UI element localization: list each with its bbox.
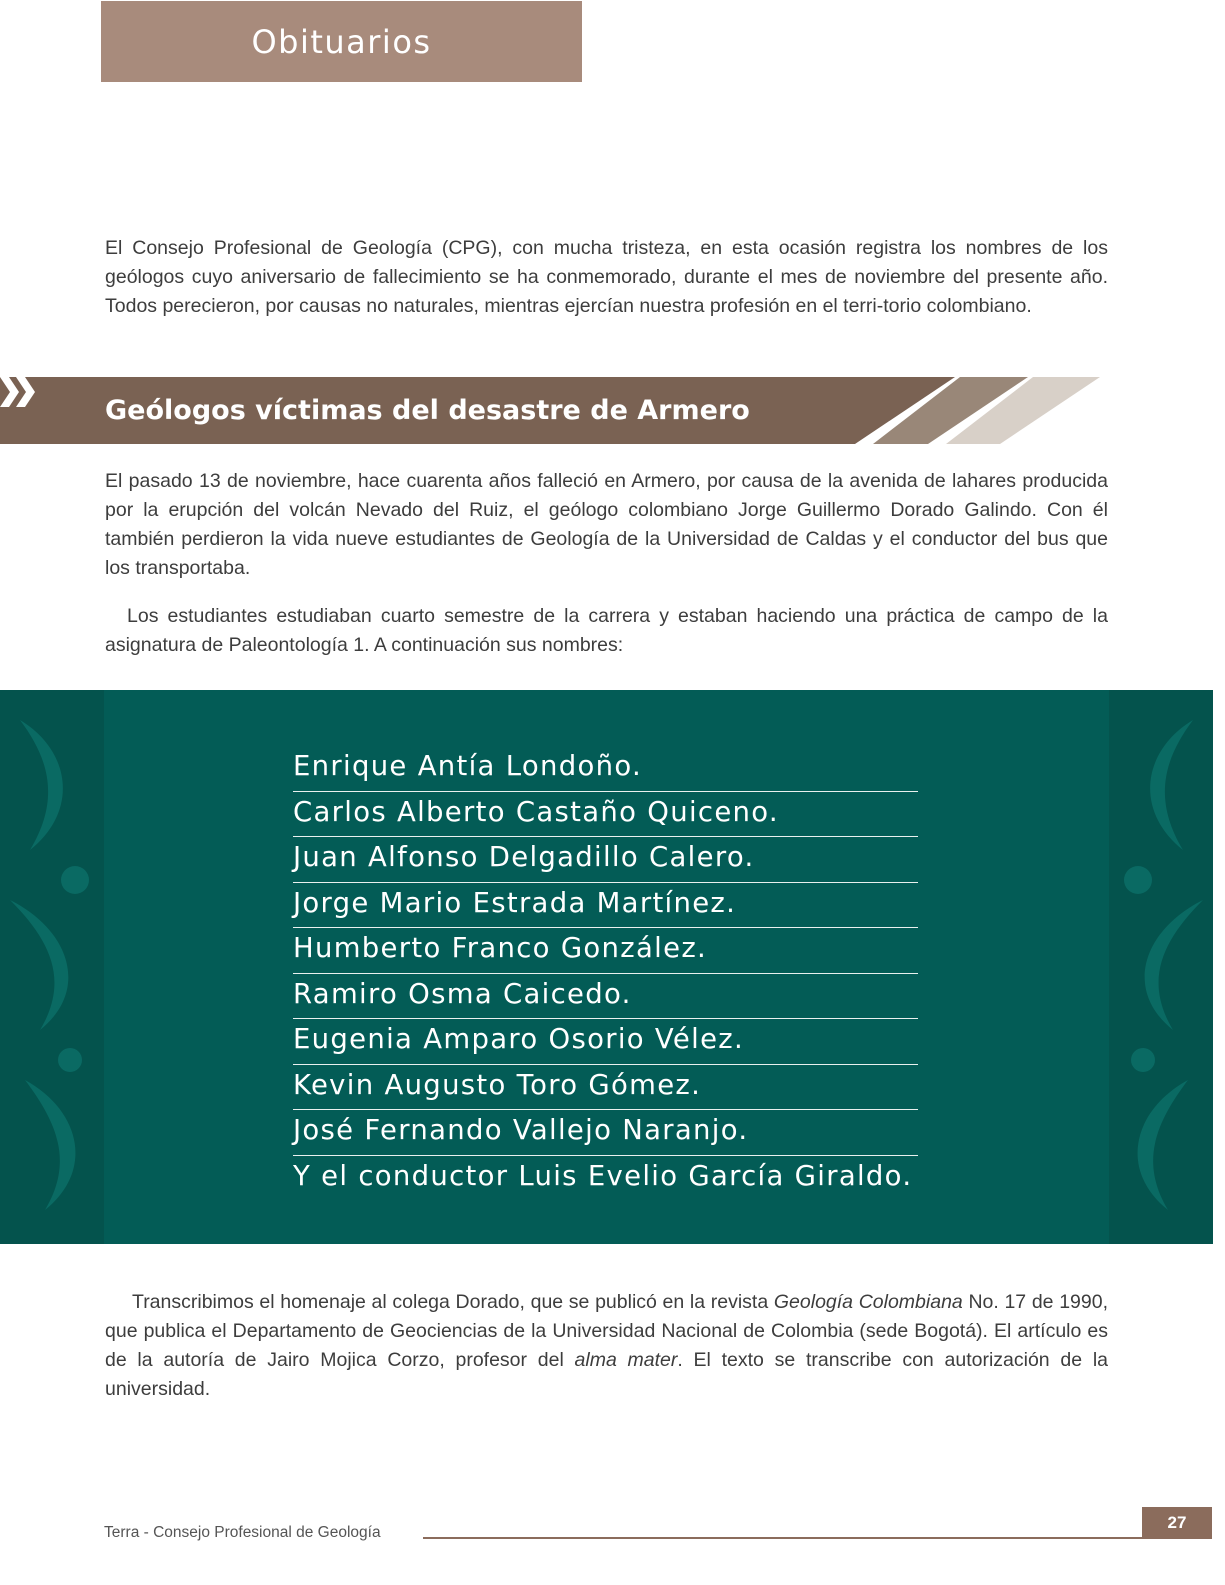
left-ornament [0,690,104,1244]
list-item: Ramiro Osma Caicedo. [293,974,918,1020]
list-item: Kevin Augusto Toro Gómez. [293,1065,918,1111]
list-item: José Fernando Vallejo Naranjo. [293,1110,918,1156]
list-item: Jorge Mario Estrada Martínez. [293,883,918,929]
body-paragraph-2: Los estudiantes estudiaban cuarto semestre de la carrera y estaban haciendo una práctica de campo de la asignatura de Paleontología 1. A continuación sus nombres: [105,605,1108,656]
closing-text-1: Transcribimos el homenaje al colega Dorado, que se publicó en la revista [132,1291,774,1313]
body-paragraph-1: El pasado 13 de noviembre, hace cuarenta años falleció en Armero, por causa de la avenida de lahares producida por la erupción del volcán Nevado del Ruiz, el geólogo colombiano Jorge Guillermo Dorado Galindo. Con él también perdieron la vida nueve estudiantes de Geología de la Universidad de Caldas y el conductor del bus que los transportaba. [105,470,1108,579]
page-number: 27 [1142,1507,1212,1539]
section-tab [101,1,582,82]
right-ornament [1109,690,1213,1244]
list-item: Juan Alfonso Delgadillo Calero. [293,837,918,883]
closing-text-3: . El texto se transcribe con autorización de la universidad. [105,1349,1108,1400]
list-item: Y el conductor Luis Evelio García Giraldo. [293,1159,913,1192]
floral-pattern-left [0,690,104,1244]
journal-name: Geología Colombiana [773,1291,963,1313]
section-tab-label: Obituarios [251,22,432,61]
list-item: Humberto Franco González. [293,928,918,974]
closing-paragraph [105,1288,1108,1404]
list-item: Eugenia Amparo Osorio Vélez. [293,1019,918,1065]
footer-publication: Terra - Consejo Profesional de Geología [104,1524,381,1541]
list-item: Carlos Alberto Castaño Quiceno. [293,792,918,838]
section-banner [0,377,1110,444]
victims-list [293,746,918,1201]
double-chevron-icon [0,377,38,407]
alma-mater: alma mater [574,1349,678,1371]
list-item: Enrique Antía Londoño. [293,746,918,792]
floral-pattern-right [1109,690,1213,1244]
closing-text-2: No. 17 de 1990, que publica el Departamento de Geociencias de la Universidad Nacional de Colombia (sede Bogotá). El artículo es de la autoría de Jairo Mojica Corzo, profesor del [105,1291,1108,1371]
footer-rule [423,1537,1142,1539]
intro-paragraph: El Consejo Profesional de Geología (CPG), con mucha tristeza, en esta ocasión registra los nombres de los geólogos cuyo aniversario de fallecimiento se ha conmemorado, durante el mes de noviembre del presente año. Todos perecieron, por causas no naturales, mientras ejercían nuestra profesión en el terri-torio colombiano. [105,237,1108,317]
section-title: Geólogos víctimas del desastre de Armero [105,395,750,426]
